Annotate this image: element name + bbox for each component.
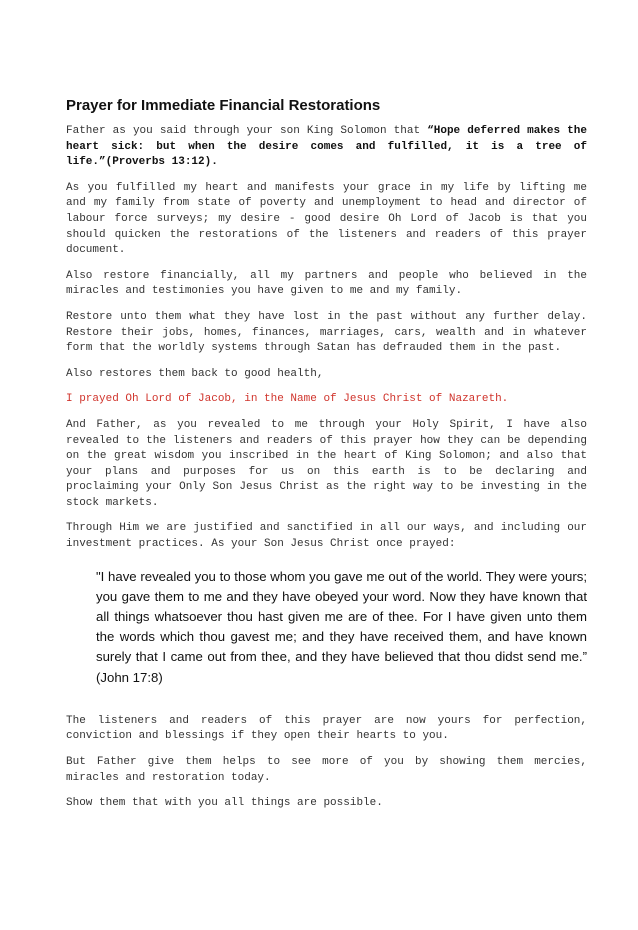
proverbs-quote: “Hope deferred makes the heart sick: but when the desire comes and fulfilled, it is a tree of life.”(Proverbs 13:12). [66, 125, 587, 169]
paragraph-good-health: Also restores them back to good health, [66, 367, 324, 380]
document-page [66, 96, 587, 812]
paragraph-justified: Through Him we are justified and sanctified in all our ways, and including our investment practices. As your Son Jesus Christ once prayed: [66, 522, 587, 551]
paragraph-listeners: The listeners and readers of this prayer are now yours for perfection, conviction and blessings if they open their hearts to you. [66, 714, 587, 743]
john-17-quote: "I have revealed you to those whom you gave me out of the world. They were yours; you gave them to me and they have obeyed your word. Now they have known that all things whatsoever thou hast given me are of thee. For I have given unto them the words which thou gavest me; and they have received them, and have known surely that I came out from thee, and they have believed that thou didst send me.” (John 17:8) [96, 568, 587, 685]
paragraph-restore-financially: Also restore financially, all my partners and people who believed in the miracles and testimonies you have given to me and my family. [66, 269, 587, 298]
paragraph-all-things-possible: Show them that with you all things are possible. [66, 797, 383, 810]
paragraph-mercies: But Father give them helps to see more of you by showing them mercies, miracles and restoration today. [66, 756, 587, 784]
paragraph-restore-unto-them: Restore unto them what they have lost in the past without any further delay. Restore their jobs, homes, finances, marriages, cars, wealth and in whatever form that the worldly systems through Satan has defrauded them in the past. [66, 310, 587, 355]
paragraph-proverbs-intro: Father as you said through your son King Solomon that [66, 125, 428, 137]
paragraph-fulfilled: As you fulfilled my heart and manifests your grace in my life by lifting me and my family from state of poverty and unemployment to head and director of labour force surveys; my desire - good desire Oh Lord of Jacob is that you should quicken the restorations of the listeners and readers of this prayer document. [66, 181, 587, 257]
document-title: Prayer for Immediate Financial Restorations [66, 97, 381, 114]
paragraph-holy-spirit: And Father, as you revealed to me through your Holy Spirit, I have also revealed to the listeners and readers of this prayer how they can be depending on the great wisdom you inscribed in the heart of King Solomon; and also that your plans and purposes for us on this earth is to be declaring and proclaiming your Only Son Jesus Christ as the right way to be investing in the stock markets. [66, 418, 587, 509]
paragraph-proverbs [66, 124, 587, 171]
paragraph-prayed-red: I prayed Oh Lord of Jacob, in the Name of Jesus Christ of Nazareth. [66, 393, 509, 406]
